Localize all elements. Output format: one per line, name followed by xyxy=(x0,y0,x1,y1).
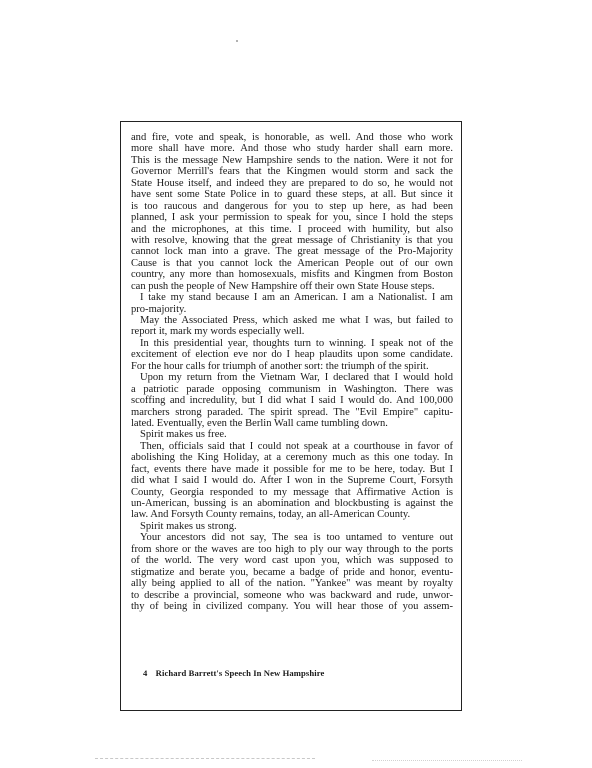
text-line: pro-majority. xyxy=(131,303,187,315)
text-line: ally being applied to all of the nation. "Yankee" was meant by royalty xyxy=(131,578,453,590)
text-line: marchers strong paraded. The spirit spread. The "Evil Empire" capitu- xyxy=(131,406,453,418)
text-line: with resolve, knowing that the great message of Christianity is that you xyxy=(131,234,453,246)
text-line: Then, officials said that I could not speak at a courthouse in favor of xyxy=(140,440,453,452)
running-footer xyxy=(143,668,324,678)
text-line: is too raucous and dangerous for you to step up here, as had been xyxy=(131,200,453,212)
scan-edge-mark xyxy=(372,760,522,761)
text-line: did what I said I would do. After I won in the Supreme Court, Forsyth xyxy=(131,475,453,487)
text-line: State House itself, and indeed they are prepared to do so, he would not xyxy=(131,177,453,189)
text-line: and the microphones, at this time. I proceed with humility, but also xyxy=(131,223,453,235)
text-line: excitement of election eve nor do I heap plaudits upon some candidate. xyxy=(131,349,453,361)
text-line: stigmatize and berate you, became a badge of pride and honor, eventu- xyxy=(131,566,453,578)
scan-edge-mark xyxy=(95,758,315,759)
text-line: Upon my return from the Vietnam War, I declared that I would hold xyxy=(140,372,453,384)
scan-speck xyxy=(236,40,238,42)
text-line: fact, events there have made it possible for me to be here, today. But I xyxy=(131,463,453,475)
text-line: For the hour calls for triumph of another sort: the triumph of the spirit. xyxy=(131,360,429,372)
page-number: 4 xyxy=(143,668,148,678)
text-line: un-American, bussing is an abomination and blockbusting is against the xyxy=(131,498,453,509)
text-line: of the world. The very word cast upon you, which was supposed to xyxy=(131,555,453,567)
text-line: have sent some State Police in to guard these steps, at all. But since it xyxy=(131,189,453,201)
text-line: Your ancestors did not say, The sea is too untamed to venture out xyxy=(140,532,453,544)
text-line: lated. Eventually, even the Berlin Wall came tumbling down. xyxy=(131,417,388,429)
text-line: Cause is that you cannot lock the American People out of our own xyxy=(131,257,453,269)
text-line: Spirit makes us strong. xyxy=(140,520,237,532)
text-line: can push the people of New Hampshire off their own State House steps. xyxy=(131,280,435,292)
text-line: report it, mark my words especially well. xyxy=(131,326,305,338)
text-line: a patriotic parade opposing communism in Washington. There was xyxy=(131,383,453,395)
text-line: cannot lock man into a grave. The great message of the Pro-Majority xyxy=(131,246,453,258)
running-title: Richard Barrett's Speech In New Hampshire xyxy=(155,668,325,678)
text-line: I take my stand because I am an American. I am a Nationalist. I am xyxy=(140,292,453,304)
text-line: thy of being in civilized company. You will hear those of you assem- xyxy=(131,600,453,612)
text-line: scoffing and incredulity, but I did what I said I would do. And 100,000 xyxy=(131,395,453,407)
text-line: law. And Forsyth County remains, today, an all-American County. xyxy=(131,509,411,521)
body-text xyxy=(131,132,453,612)
text-line: to describe a provincial, someone who was backward and rude, unwor- xyxy=(131,589,453,601)
text-line: and fire, vote and speak, is honorable, as well. And those who work xyxy=(131,132,453,143)
text-line: May the Associated Press, which asked me what I was, but failed to xyxy=(140,315,453,326)
text-line: County, Georgia responded to my message that Affirmative Action is xyxy=(131,486,453,498)
text-line: Spirit makes us free. xyxy=(140,429,227,441)
text-line: abolishing the King Holiday, at a ceremony much as this one today. In xyxy=(131,452,453,464)
text-line: This is the message New Hampshire sends to the nation. Were it not for xyxy=(131,154,453,166)
text-line: more shall have more. And those who study harder shall earn more. xyxy=(131,143,453,155)
text-line: planned, I ask your permission to speak for you, since I hold the steps xyxy=(131,212,453,224)
text-line: from shore or the waves are too high to ply our way through to the ports xyxy=(131,543,453,555)
text-line: In this presidential year, thoughts turn to winning. I speak not of the xyxy=(140,337,453,349)
text-line: country, any more than homosexuals, misfits and Kingmen from Boston xyxy=(131,269,453,281)
text-line: Governor Merrill's fears that the Kingmen would storm and sack the xyxy=(131,166,453,178)
